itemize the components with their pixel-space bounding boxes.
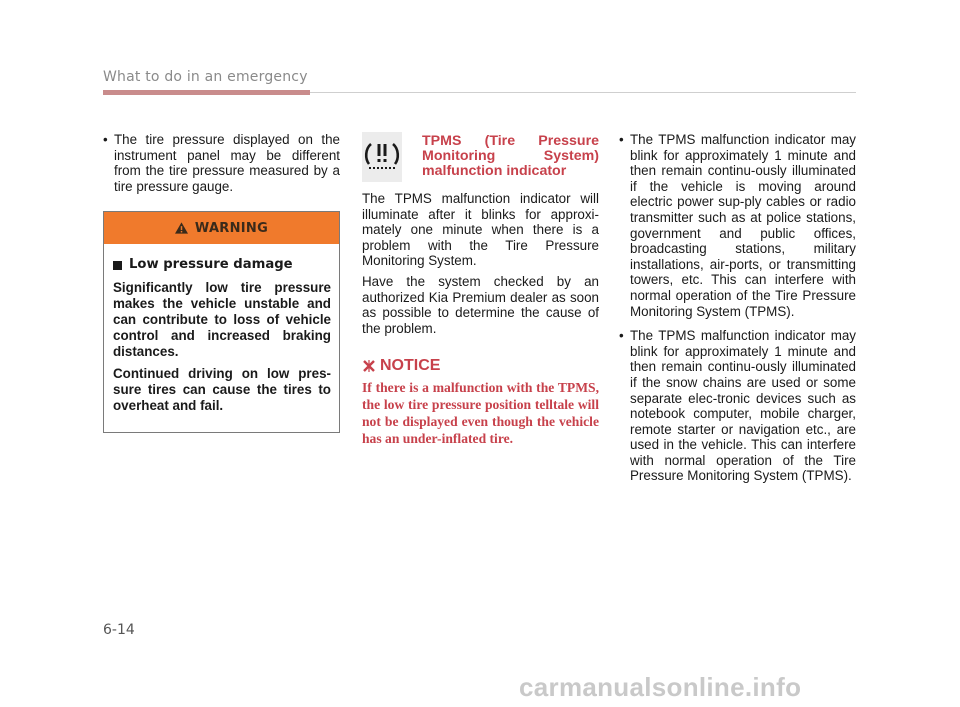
notice-cross-icon: [362, 359, 376, 373]
tpms-heading: TPMS (Tire Pressure Monitoring System) malfunction indicator: [422, 133, 599, 179]
header-rule: [310, 92, 856, 93]
page-number: 6-14: [103, 622, 135, 638]
bullet-dot: •: [619, 132, 624, 147]
list-item: [619, 328, 856, 484]
paragraph: Have the system checked by an authorized Kia Premium dealer as soon as possible to determine the cause of the problem.: [362, 273, 599, 336]
notice-label: NOTICE: [380, 357, 441, 375]
warning-paragraph: Continued driving on low pres-sure tires can cause the tires to overheat and fail.: [113, 365, 331, 413]
section-header: What to do in an emergency: [103, 69, 308, 85]
warning-label: WARNING: [194, 220, 269, 236]
bullet-text: The tire pressure displayed on the instrument panel may be different from the tire pressure measured by a tire pressure gauge.: [114, 132, 340, 194]
warning-header: [104, 212, 339, 244]
watermark: carmanualsonline.info: [519, 672, 802, 702]
paragraph: The TPMS malfunction indicator will illuminate after it blinks for approxi-mately one minute when there is a problem with the Tire Pressure Monitoring System.: [362, 191, 599, 269]
list-item: [103, 132, 340, 194]
tpms-heading-block: [362, 132, 599, 182]
column-right: [619, 132, 856, 493]
tpms-malfunction-icon: [362, 132, 402, 182]
notice-heading: [362, 358, 599, 374]
warning-paragraph: Significantly low tire pressure makes the vehicle unstable and can contribute to loss of vehicle control and increased braking distances.: [113, 279, 331, 359]
warning-subtitle: Low pressure damage: [129, 257, 293, 273]
warning-box: [103, 211, 340, 433]
bullet-text: The TPMS malfunction indicator may blink for approximately 1 minute and then remain continu-ously illuminated if the snow chains are used or some separate elec-tronic devices such as notebook computer, mobile charger, remote starter or navigation etc., are used in the vehicle. This can interfere with normal operation of the Tire Pressure Monitoring System (TPMS).: [630, 328, 856, 484]
column-middle: [362, 132, 599, 447]
bullet-dot: •: [619, 328, 624, 344]
notice-text: If there is a malfunction with the TPMS, the low tire pressure position telltale will not be displayed even though the vehicle has an under-inflated tire.: [362, 379, 599, 446]
warning-triangle-icon: [175, 222, 188, 234]
bullet-dot: •: [103, 132, 108, 147]
header-accent-bar: [103, 90, 310, 95]
bullet-text: The TPMS malfunction indicator may blink for approximately 1 minute and then remain continu-ously illuminated if the vehicle is moving around electric power sup-ply cables or radio transmitter such as at police stations, government and public offices, broadcasting stations, military installations, air-ports, or transmitting towers, etc. This can interfere with normal operation of the Tire Pressure Monitoring System (TPMS).: [630, 132, 856, 319]
column-left: [103, 132, 340, 433]
list-item: [619, 132, 856, 319]
warning-subtitle-row: [113, 257, 331, 273]
warning-body: [104, 244, 339, 432]
square-bullet-icon: [113, 261, 122, 270]
